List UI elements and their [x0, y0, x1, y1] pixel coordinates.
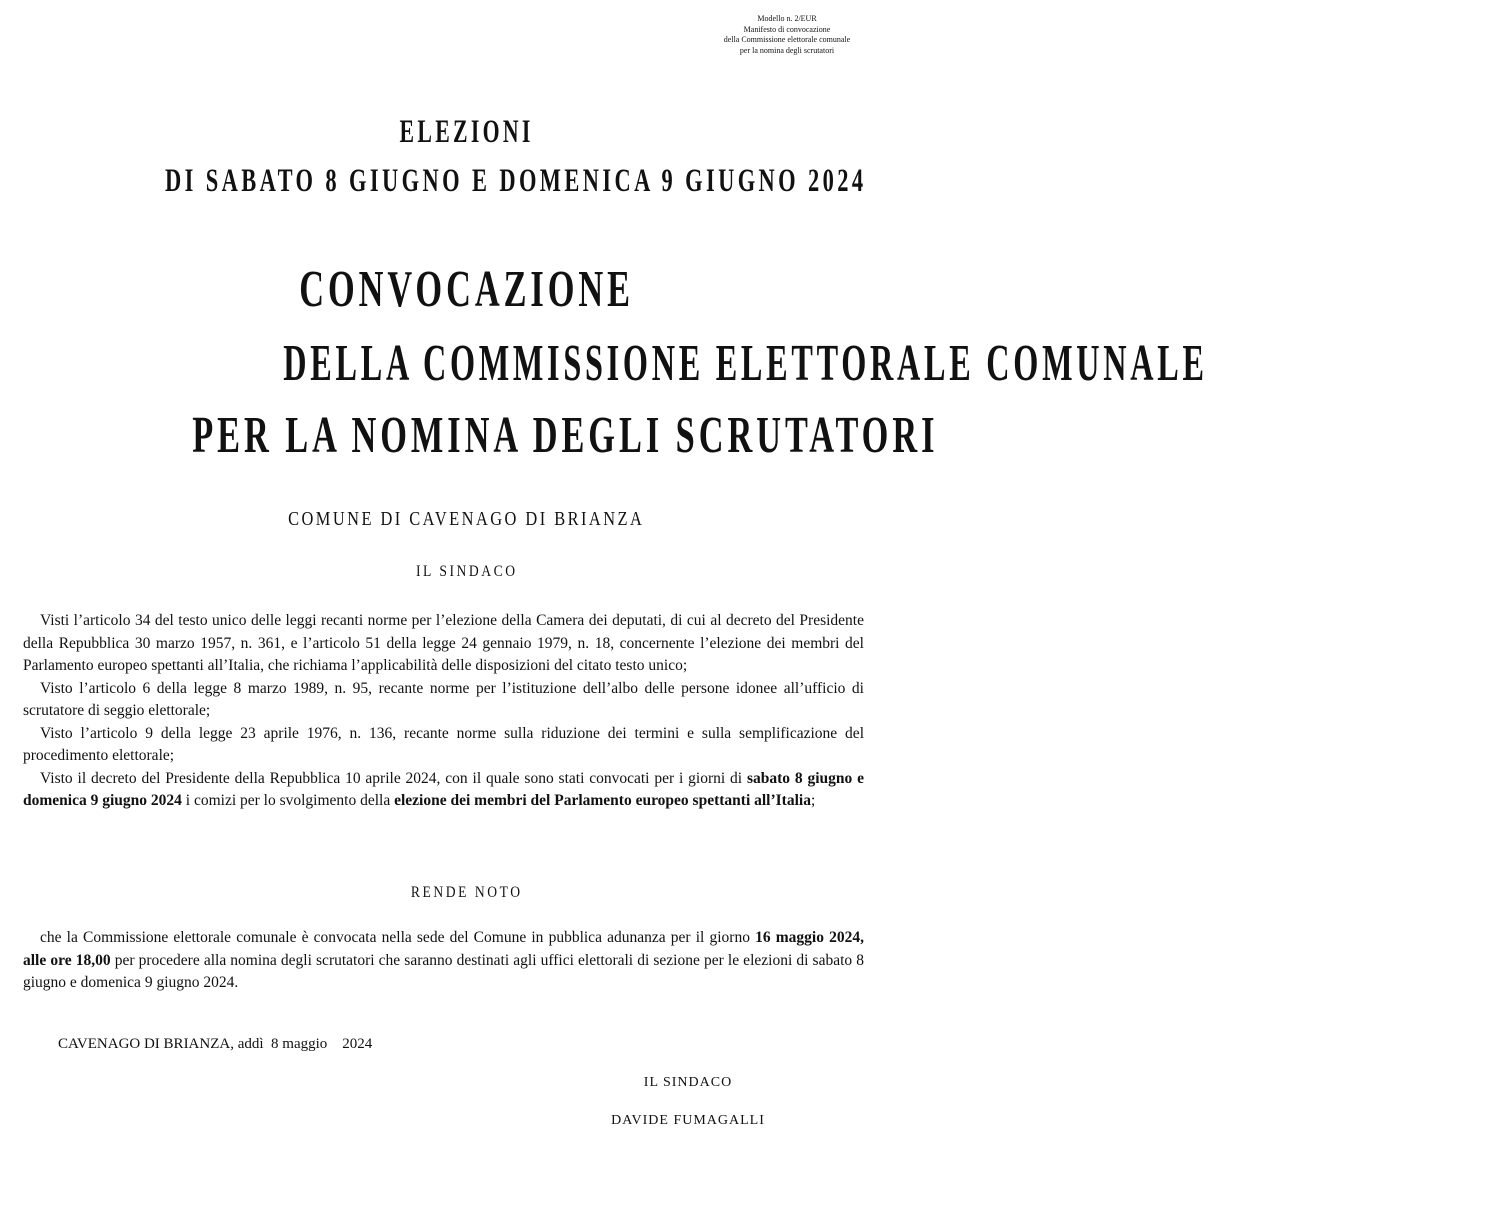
signature-name: DAVIDE FUMAGALLI — [611, 1113, 765, 1128]
document-title-line-1 — [0, 262, 933, 318]
title-text: DELLA COMMISSIONE ELETTORALE COMUNALE — [283, 335, 1208, 392]
place-and-date: CAVENAGO DI BRIANZA, addì 8 maggio 2024 — [58, 1036, 373, 1052]
notice-section — [23, 927, 864, 995]
mayor-heading-text: IL SINDACO — [415, 563, 518, 580]
notice-text: che la Commissione elettorale comunale è convocata nella sede del Comune in pubblica adunanza per il giorno — [40, 929, 756, 946]
premise-paragraph: Visto l’articolo 9 della legge 23 aprile 1976, n. 136, recante norme sulla riduzione dei termini e sulla semplificazione del procedimento elettorale; — [23, 724, 864, 764]
announcement-heading-text: RENDE NOTO — [410, 884, 523, 901]
model-note-line: della Commissione elettorale comunale — [723, 35, 851, 44]
document-title-line-3 — [0, 407, 939, 464]
elections-heading-text: ELEZIONI — [399, 114, 534, 150]
model-note-line: Modello n. 2/EUR — [757, 14, 817, 23]
notice-paragraph — [23, 927, 864, 995]
premise-text: i comizi per lo svolgimento della — [181, 792, 395, 809]
municipality-text: COMUNE DI CAVENAGO DI BRIANZA — [288, 508, 645, 530]
mayor-heading — [0, 563, 933, 581]
premise-paragraph: Visto l’articolo 6 della legge 8 marzo 1989, n. 95, recante norme per l’istituzione dell’albo delle persone idonee all’ufficio di scrutatore di seggio elettorale; — [23, 679, 864, 719]
elections-heading — [0, 113, 933, 151]
premises-section — [23, 610, 864, 813]
model-note-line: Manifesto di convocazione — [743, 24, 831, 34]
announcement-heading — [0, 884, 933, 902]
model-reference-note — [712, 14, 862, 56]
title-text: PER LA NOMINA DEGLI SCRUTATORI — [192, 407, 939, 464]
model-note-line: per la nomina degli scrutatori — [739, 45, 835, 55]
signature-role: IL SINDACO — [643, 1075, 733, 1090]
election-dates-text: DI SABATO 8 GIUGNO E DOMENICA 9 GIUGNO 2024 — [165, 163, 867, 199]
meeting-date-bold: 16 maggio 2024, alle ore 18,00 — [23, 929, 865, 969]
document-title-line-2 — [0, 335, 1208, 392]
title-text: CONVOCAZIONE — [299, 261, 634, 318]
premise-text: ; — [810, 792, 816, 809]
election-dates-bold: sabato 8 giugno e domenica 9 giugno 2024 — [23, 769, 864, 809]
election-dates-heading — [0, 162, 933, 200]
premise-text: Visto il decreto del Presidente della Repubblica 10 aprile 2024, con il quale sono stati convocati per i giorni di — [40, 769, 747, 787]
premise-paragraph: Visti l’articolo 34 del testo unico delle leggi recanti norme per l’elezione della Camera dei deputati, di cui al decreto del Presidente della Repubblica 30 marzo 1957, n. 361, e l’articolo 51 della legge 24 gennaio 1979, n. 18, concernente l’elezione dei membri del Parlamento europeo spettanti all’Italia, che richiama l’applicabilità delle disposizioni del citato testo unico; — [23, 612, 864, 674]
notice-text: per procedere alla nomina degli scrutatori che saranno destinati agli uffici elettorali di sezione per le elezioni di sabato 8 giugno e domenica 9 giugno 2024. — [23, 951, 864, 991]
municipality-heading — [0, 508, 933, 531]
premise-paragraph — [23, 768, 864, 813]
election-type-bold: elezione dei membri del Parlamento europeo spettanti all’Italia — [394, 792, 811, 809]
